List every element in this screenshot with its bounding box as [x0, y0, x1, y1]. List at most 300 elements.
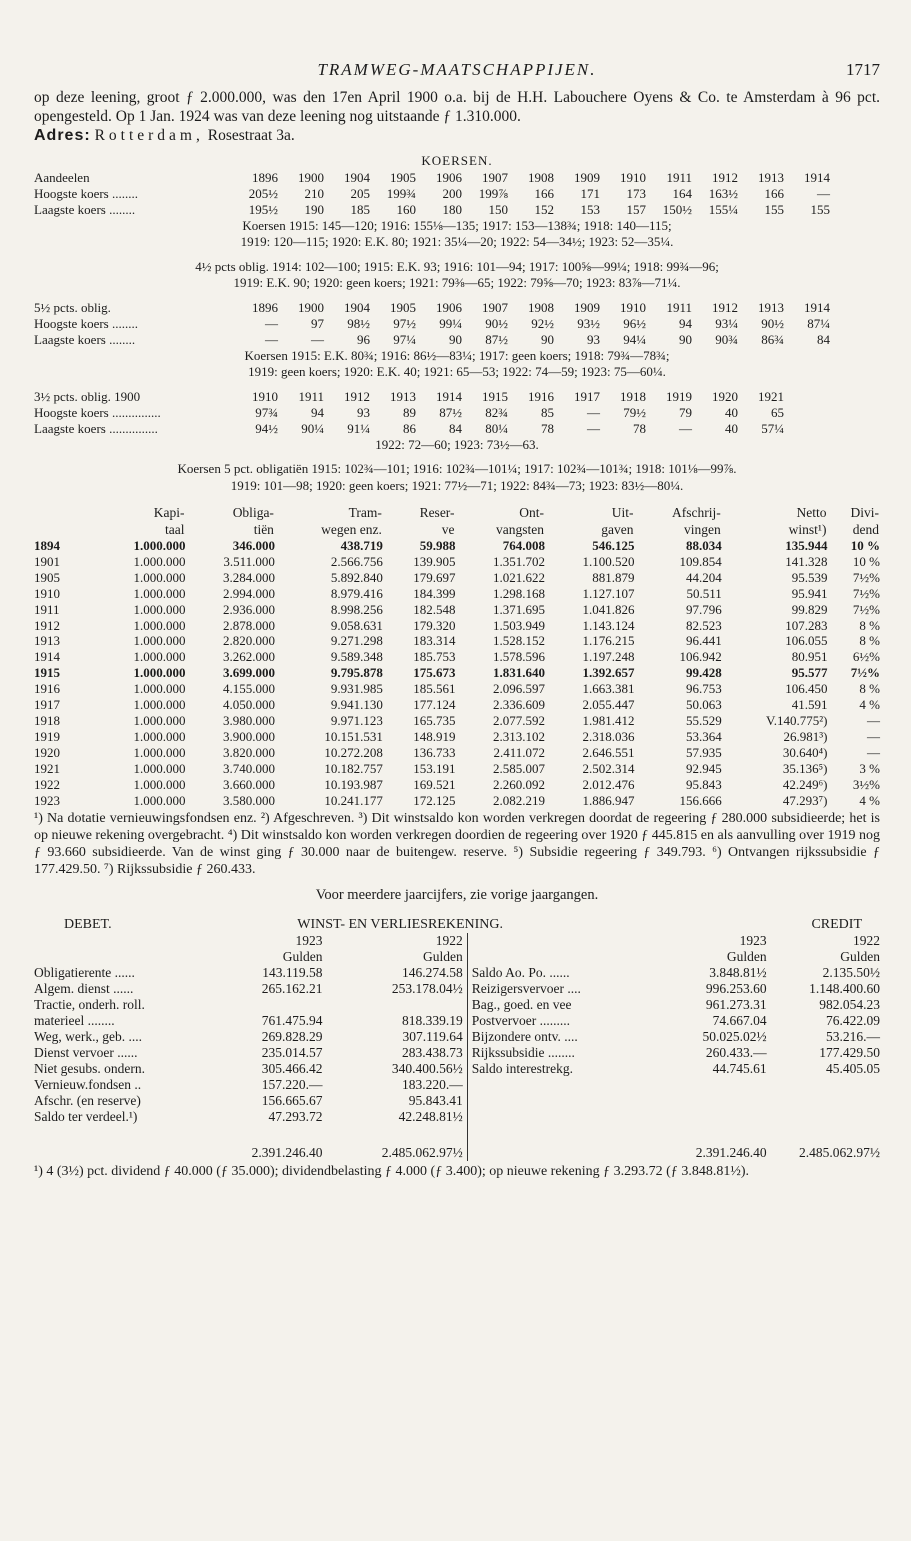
table-cell: 1.000.000	[133, 792, 186, 808]
table-cell: 1.298.168	[493, 585, 545, 601]
table-cell: 1.578.596	[493, 649, 545, 665]
shares-low-row	[34, 202, 830, 218]
bond45-line-1: 4½ pcts oblig. 1914: 102—100; 1915: E.K. 93; 1916: 101—94; 1917: 100⅝—99¼; 1918: 99¾—96;	[195, 258, 719, 274]
table-row	[34, 570, 880, 586]
table-cell: 92.945	[686, 760, 722, 776]
table-row	[34, 745, 880, 761]
column-header: Netto	[796, 505, 827, 520]
price-cell: 1904	[344, 299, 370, 315]
debet-item-value: 269.828.29	[261, 1029, 323, 1045]
wv-row	[34, 1093, 880, 1109]
debet-item-label: Saldo ter verdeel.¹)	[34, 1109, 138, 1125]
koersen-title: KOERSEN.	[421, 153, 493, 168]
column-header: dend	[852, 522, 879, 537]
table-cell: 1.886.947	[582, 792, 635, 808]
credit-item-value: 44.745.61	[712, 1061, 767, 1077]
credit-item-value: 50.025.02½	[702, 1029, 767, 1045]
wv-debet-year-a: 1923	[295, 933, 323, 949]
table-cell: 2.936.000	[222, 601, 275, 617]
credit-item-value	[653, 1077, 766, 1093]
price-cell: 1912	[712, 169, 738, 185]
price-cell: 90	[541, 331, 554, 347]
table-cell: 183.314	[413, 633, 456, 649]
bond5-high-row	[34, 316, 830, 332]
debet-item-label: Weg, werk., geb. ....	[34, 1029, 143, 1045]
price-cell: 94	[311, 404, 324, 420]
table-cell: 1.000.000	[133, 776, 186, 792]
table-cell: 1.503.949	[493, 617, 545, 633]
row-year: 1919	[34, 728, 60, 744]
wv-debet-unit-b: Gulden	[423, 949, 463, 965]
debet-item-label: materieel ........	[34, 1013, 115, 1029]
wv-title-row	[34, 917, 880, 933]
table-cell: 2.260.092	[493, 776, 545, 792]
debet-item-value: 143.119.58	[262, 965, 323, 981]
price-cell: 84	[449, 420, 462, 436]
credit-item-label: Reizigersvervoer ....	[467, 981, 653, 997]
table-cell: 3.699.000	[222, 665, 275, 681]
price-cell: 1921	[758, 388, 784, 404]
address-label: Adres:	[34, 127, 91, 144]
table-row	[34, 633, 880, 649]
shares-price-table	[34, 170, 830, 218]
debet-item-value: 235.014.57	[261, 1045, 323, 1061]
debet-item-value: 761.475.94	[261, 1013, 323, 1029]
table-cell: —	[867, 744, 880, 760]
price-cell: 94	[679, 315, 692, 331]
debet-item-value: 305.466.42	[261, 1061, 323, 1077]
price-cell: 1914	[804, 169, 830, 185]
price-cell: 185	[350, 201, 370, 217]
bond5-price-table	[34, 300, 830, 348]
price-cell: 1920	[712, 388, 738, 404]
debet-item-value: 183.220.—	[402, 1077, 463, 1093]
credit-item-value: 45.405.05	[826, 1061, 880, 1077]
price-cell: 1914	[436, 388, 462, 404]
price-cell: 98½	[347, 315, 370, 331]
price-cell: 1896	[252, 169, 278, 185]
credit-item-value: 74.667.04	[712, 1013, 767, 1029]
price-cell: 1918	[620, 388, 646, 404]
price-cell: 210	[304, 185, 324, 201]
table-cell: 2.318.036	[582, 728, 635, 744]
table-cell: 95.539	[791, 569, 828, 585]
debet-item-value: 265.162.21	[261, 981, 323, 997]
debet-item-label: Algem. dienst ......	[34, 981, 134, 997]
table-cell: 6½%	[852, 649, 880, 665]
debet-item-value: 818.339.19	[402, 1013, 463, 1029]
table-cell: 438.719	[340, 538, 383, 553]
price-cell: 166	[534, 185, 554, 201]
row-year: 1894	[34, 538, 60, 553]
table-cell: 10.272.208	[324, 744, 383, 760]
table-cell: 109.854	[679, 553, 722, 569]
price-cell: 90¾	[715, 331, 738, 347]
table-cell: 107.283	[785, 617, 828, 633]
price-cell: 1912	[712, 299, 738, 315]
price-cell: 1908	[528, 299, 554, 315]
price-cell: 86¾	[761, 331, 784, 347]
table-cell: 1.831.640	[493, 665, 545, 681]
row-year: 1916	[34, 681, 60, 697]
table-cell: 1.176.215	[582, 633, 635, 649]
row-year: 1923	[34, 792, 60, 808]
credit-item-value: 1.148.400.60	[809, 981, 880, 997]
price-cell: 160	[396, 201, 416, 217]
table-cell: 59.988	[419, 538, 456, 553]
table-cell: 1.000.000	[133, 665, 186, 681]
debet-item-value: 47.293.72	[268, 1109, 323, 1125]
table-cell: 1.041.826	[582, 601, 635, 617]
credit-item-value: 3.848.81½	[709, 965, 767, 981]
table-cell: 2.411.072	[493, 744, 545, 760]
price-cell: 1916	[528, 388, 554, 404]
table-cell: 8.998.256	[330, 601, 383, 617]
table-cell: 764.008	[502, 538, 545, 553]
table-cell: 3.980.000	[222, 712, 275, 728]
price-cell: 173	[626, 185, 646, 201]
row-year: 1914	[34, 649, 60, 665]
table-cell: 1.000.000	[133, 712, 186, 728]
price-cell: 87½	[485, 331, 508, 347]
price-cell: 99¼	[439, 315, 462, 331]
table-cell: 7½%	[852, 601, 880, 617]
credit-item-label	[467, 1093, 653, 1109]
table-cell: 7½%	[852, 569, 880, 585]
table-cell: 9.589.348	[330, 649, 383, 665]
wv-debet-year-b: 1922	[435, 933, 463, 949]
table-cell: 881.879	[592, 569, 635, 585]
shares-years-row	[34, 170, 830, 186]
price-cell: 93¼	[715, 315, 738, 331]
price-cell: 190	[304, 201, 324, 217]
table-cell: 179.320	[413, 617, 456, 633]
financial-table-body	[34, 538, 880, 808]
table-cell: 185.753	[413, 649, 456, 665]
wv-row	[34, 997, 880, 1013]
debet-item-value: 283.438.73	[402, 1045, 463, 1061]
row-year: 1920	[34, 744, 60, 760]
table-cell: 30.640⁴)	[782, 744, 828, 760]
column-header: gaven	[601, 522, 634, 537]
table-cell: 8 %	[859, 633, 880, 649]
debet-item-value: 157.220.—	[261, 1077, 323, 1093]
credit-item-value: 982.054.23	[819, 997, 880, 1013]
wv-total-debet-b: 2.485.062.97½	[381, 1145, 463, 1161]
price-cell: 90¼	[301, 420, 324, 436]
financial-header-row	[34, 521, 880, 538]
price-cell: 91¼	[347, 420, 370, 436]
price-cell: 85	[541, 404, 554, 420]
debet-item-label: Dienst vervoer ......	[34, 1045, 138, 1061]
row-year: 1915	[34, 665, 60, 681]
price-cell: 1905	[390, 299, 416, 315]
table-cell: 50.063	[686, 697, 722, 713]
table-cell: 1.197.248	[582, 649, 635, 665]
price-cell: 1915	[482, 388, 508, 404]
table-cell: 4.050.000	[222, 697, 275, 713]
table-cell: 88.034	[686, 538, 722, 553]
table-row	[34, 554, 880, 570]
price-cell: 205	[350, 185, 370, 201]
table-cell: 3.900.000	[222, 728, 275, 744]
table-row	[34, 538, 880, 554]
table-cell: 1.000.000	[133, 728, 186, 744]
column-header: Uit-	[611, 505, 634, 520]
table-cell: 99.829	[791, 601, 828, 617]
table-cell: 1.528.152	[493, 633, 545, 649]
table-cell: 2.096.597	[493, 681, 545, 697]
price-cell: 93	[357, 404, 370, 420]
price-cell: —	[679, 420, 692, 436]
table-row	[34, 649, 880, 665]
row-year: 1917	[34, 697, 60, 713]
table-cell: 4.155.000	[222, 681, 275, 697]
running-title: TRAMWEG-MAATSCHAPPIJEN.	[317, 60, 597, 79]
wv-row	[34, 981, 880, 997]
price-cell: 1912	[344, 388, 370, 404]
debet-item-label: Afschr. (en reserve)	[34, 1093, 141, 1109]
table-cell: 99.428	[686, 665, 722, 681]
table-cell: 10.182.757	[324, 760, 383, 776]
price-cell: 94¼	[623, 331, 646, 347]
table-cell: 95.843	[686, 776, 722, 792]
wv-credit-unit-b: Gulden	[840, 949, 880, 965]
column-header	[34, 504, 96, 521]
price-cell: 152	[534, 201, 554, 217]
table-cell: 95.941	[791, 585, 828, 601]
table-cell: 9.941.130	[330, 697, 383, 713]
bond35-years-row	[34, 389, 784, 405]
price-cell: 1906	[436, 169, 462, 185]
table-row	[34, 618, 880, 634]
table-cell: 172.125	[413, 792, 456, 808]
row-year: 1911	[34, 601, 60, 617]
table-cell: 4 %	[859, 792, 880, 808]
intro-paragraph: op deze leening, groot ƒ 2.000.000, was den 17en April 1900 o.a. bij de H.H. Labouchere Oyens & Co. te Amsterdam à 96 pct. opengesteld. Op 1 Jan. 1924 was van deze leening nog uitstaande ƒ 1.310.000.	[34, 89, 880, 125]
table-row	[34, 793, 880, 809]
table-cell: 1.000.000	[133, 553, 186, 569]
table-cell: 57.935	[686, 744, 722, 760]
price-cell: 96	[357, 331, 370, 347]
column-header: Ont-	[519, 505, 544, 520]
price-cell: 1896	[252, 299, 278, 315]
table-row	[34, 586, 880, 602]
table-cell: 1.000.000	[133, 760, 186, 776]
credit-item-label: Bijzondere ontv. ....	[467, 1029, 653, 1045]
table-cell: 175.673	[413, 665, 456, 681]
table-cell: 3 %	[859, 760, 880, 776]
price-cell: 166	[764, 185, 784, 201]
table-cell: 3.284.000	[222, 569, 275, 585]
shares-low-label: Laagste koers ........	[34, 201, 136, 217]
bottom-note: ¹) 4 (3½) pct. dividend ƒ 40.000 (ƒ 35.000); dividendbelasting ƒ 4.000 (ƒ 3.400); op nieuwe rekening ƒ 3.293.72 (ƒ 3.848.81½).	[34, 1164, 749, 1180]
price-cell: 65	[771, 404, 784, 420]
table-cell: 2.994.000	[222, 585, 275, 601]
table-cell: —	[867, 728, 880, 744]
table-row	[34, 729, 880, 745]
table-cell: —	[867, 712, 880, 728]
bond5-note-2: 1919: geen koers; 1920: E.K. 40; 1921: 65—53; 1922: 74—59; 1923: 75—60¼.	[248, 364, 666, 379]
table-cell: 44.204	[686, 569, 722, 585]
table-cell: 10.241.177	[324, 792, 383, 808]
table-cell: 10 %	[850, 538, 880, 553]
table-cell: 2.585.007	[493, 760, 545, 776]
price-cell: 97¼	[393, 331, 416, 347]
table-cell: 2.878.000	[222, 617, 275, 633]
price-cell: 150	[488, 201, 508, 217]
credit-item-value: 2.135.50½	[822, 965, 880, 981]
price-cell: 1913	[390, 388, 416, 404]
table-cell: 1.351.702	[493, 553, 545, 569]
wv-row	[34, 1077, 880, 1093]
price-cell: —	[817, 185, 830, 201]
credit-item-value: 76.422.09	[826, 1013, 880, 1029]
shares-note-1: Koersen 1915: 145—120; 1916: 155⅛—135; 1917: 153—138¾; 1918: 140—115;	[242, 217, 672, 233]
debet-item-value: 42.248.81½	[398, 1109, 463, 1125]
table-cell: 3.511.000	[223, 553, 275, 569]
wv-rows	[34, 965, 880, 1125]
column-header: winst¹)	[788, 522, 827, 537]
price-cell: 1913	[758, 169, 784, 185]
wv-total-row	[34, 1125, 880, 1161]
row-year: 1912	[34, 617, 60, 633]
wv-title: WINST- EN VERLIESREKENING.	[297, 917, 503, 933]
table-cell: 3.660.000	[222, 776, 275, 792]
table-cell: 95.577	[791, 665, 828, 681]
table-cell: 1.663.381	[582, 681, 635, 697]
debet-item-label: Tractie, onderh. roll.	[34, 997, 145, 1013]
bond35-note: 1922: 72—60; 1923: 73½—63.	[375, 436, 539, 452]
page-header	[34, 58, 880, 88]
debet-item-label: Obligatierente ......	[34, 965, 135, 981]
wv-total-debet-a: 2.391.246.40	[251, 1145, 323, 1161]
credit-item-value: 260.433.—	[705, 1045, 767, 1061]
table-cell: 1.392.657	[582, 665, 635, 681]
column-header: Reser-	[419, 505, 455, 520]
price-cell: 1907	[482, 169, 508, 185]
table-cell: 5.892.840	[330, 569, 383, 585]
price-cell: 1914	[804, 299, 830, 315]
table-cell: 546.125	[592, 538, 635, 553]
price-cell: 93	[587, 331, 600, 347]
price-cell: 90½	[761, 315, 784, 331]
price-cell: 79	[679, 404, 692, 420]
table-cell: 1.100.520	[582, 553, 635, 569]
table-cell: 139.905	[413, 553, 456, 569]
table-cell: 2.502.314	[582, 760, 635, 776]
financial-header-row	[34, 504, 880, 521]
price-cell: 1900	[298, 169, 324, 185]
row-year: 1913	[34, 633, 60, 649]
bond5-high-label: Hoogste koers ........	[34, 315, 138, 331]
credit-item-value	[767, 1093, 880, 1109]
table-cell: 41.591	[791, 697, 828, 713]
debet-item-label: Vernieuw.fondsen ..	[34, 1077, 142, 1093]
table-cell: 2.055.447	[582, 697, 635, 713]
credit-item-value	[767, 1077, 880, 1093]
table-cell: 184.399	[413, 585, 456, 601]
wv-year-row	[34, 933, 880, 949]
bond35-high-row	[34, 405, 784, 421]
table-row	[34, 713, 880, 729]
price-cell: 150½	[662, 201, 692, 217]
bond5-label: 5½ pcts. oblig.	[34, 299, 111, 315]
price-cell: 155	[810, 201, 830, 217]
table-cell: 177.124	[413, 697, 456, 713]
column-header: vingen	[684, 522, 721, 537]
price-cell: 157	[626, 201, 646, 217]
table-row	[34, 761, 880, 777]
wv-total-credit-a: 2.391.246.40	[695, 1145, 767, 1161]
wv-credit-label: CREDIT	[811, 917, 862, 933]
table-cell: 1.000.000	[133, 697, 186, 713]
page-number: 1717	[846, 60, 880, 79]
see-previous-note: Voor meerdere jaarcijfers, zie vorige jaargangen.	[315, 887, 599, 904]
price-cell: 78	[633, 420, 646, 436]
wv-total-credit-b: 2.485.062.97½	[799, 1145, 880, 1161]
debet-item-value	[230, 997, 323, 1013]
table-cell: 80.951	[791, 649, 828, 665]
debet-item-value: 253.178.04½	[391, 981, 463, 997]
column-header: Tram-	[348, 505, 382, 520]
wv-credit-unit-a: Gulden	[726, 949, 767, 965]
table-cell: 141.328	[785, 553, 828, 569]
row-year: 1901	[34, 553, 60, 569]
price-cell: 92½	[531, 315, 554, 331]
profit-loss-account	[34, 917, 880, 1161]
price-cell: 164	[672, 185, 692, 201]
price-cell: 1917	[574, 388, 600, 404]
table-cell: 2.012.476	[582, 776, 635, 792]
price-cell: —	[587, 420, 600, 436]
table-cell: 182.548	[413, 601, 456, 617]
table-cell: 346.000	[232, 538, 275, 553]
table-cell: 1.000.000	[133, 633, 186, 649]
price-cell: 1913	[758, 299, 784, 315]
wv-row	[34, 1045, 880, 1061]
credit-item-value: 996.253.60	[705, 981, 767, 997]
table-cell: 2.336.609	[493, 697, 545, 713]
credit-item-label: Postvervoer .........	[467, 1013, 653, 1029]
price-cell: 80¼	[485, 420, 508, 436]
credit-item-value: 53.216.—	[826, 1029, 880, 1045]
credit-item-value	[653, 1109, 766, 1125]
wv-debet-label: DEBET.	[64, 917, 112, 933]
table-cell: 7½%	[852, 585, 880, 601]
table-cell: 106.942	[679, 649, 722, 665]
price-cell: 153	[580, 201, 600, 217]
credit-item-value	[653, 1093, 766, 1109]
shares-high-label: Hoogste koers ........	[34, 185, 138, 201]
price-cell: 1919	[666, 388, 692, 404]
table-cell: V.140.775²)	[766, 712, 828, 728]
row-year: 1905	[34, 569, 60, 585]
price-cell: 1909	[574, 169, 600, 185]
price-cell: 200	[442, 185, 462, 201]
wv-credit-year-a: 1923	[739, 933, 767, 949]
table-cell: 2.077.592	[493, 712, 545, 728]
table-cell: 8 %	[859, 617, 880, 633]
table-cell: 26.981³)	[783, 728, 828, 744]
bond35-label: 3½ pcts. oblig. 1900	[34, 388, 141, 404]
address-line	[34, 126, 880, 145]
price-cell: 79½	[623, 404, 646, 420]
price-cell: 96½	[623, 315, 646, 331]
column-header: ve	[441, 522, 455, 537]
table-cell: 96.441	[686, 633, 722, 649]
table-cell: 165.735	[413, 712, 456, 728]
